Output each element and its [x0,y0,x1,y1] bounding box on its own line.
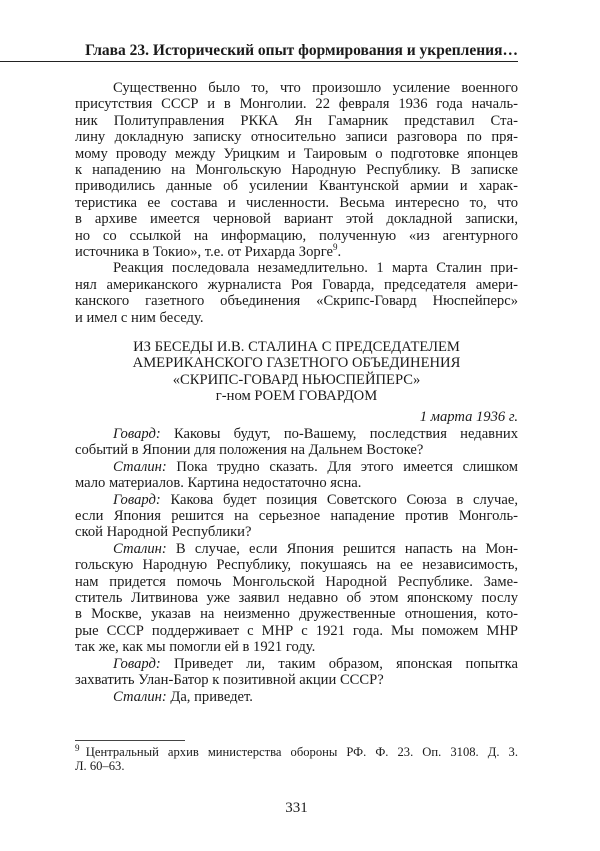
dialog-line [75,475,518,491]
dialog [75,426,518,705]
paragraph-line [75,162,518,178]
dialog-line [75,639,518,655]
line-text: канского газетного объединения «Скрипс-Говард Нюспейперс» [75,293,518,310]
footnote-ref: 9 [332,242,338,253]
dialog-line [75,557,518,573]
line-text: в Москве, указав на неизменно дружественные отношения, кото- [75,606,518,623]
line-text: и имел с ним беседу. [75,309,204,326]
dialog-line [75,492,518,508]
line-text: в архиве имеется черновой вариант этой докладной записки, [75,211,518,228]
paragraph-line [75,211,518,227]
body-text [75,80,518,326]
speaker-name: Говард: [113,655,161,672]
line-text: теристика ее состава и численности. Весьма интересно то, что [75,194,518,211]
line-text: нам придется помочь Монгольской Народной Республике. Заме- [75,573,518,590]
paragraph-line [75,195,518,211]
line-text: Каковы будут, по-Вашему, последствия недавних [174,426,518,442]
dialog-line [75,689,518,705]
title-line: АМЕРИКАНСКОГО ГАЗЕТНОГО ОБЪЕДИНЕНИЯ [132,355,461,372]
line-text: так же, как мы помогли ей в 1921 году. [75,639,316,656]
line-text: рые СССР поддерживает с МНР с 1921 года. Мы поможем МНР [75,622,518,639]
line-text: но со ссылкой на информацию, полученную «из агентурного [75,227,518,244]
page-number: 331 [285,800,308,816]
line-text: присутствия СССР и в Монголии. 22 февраля 1936 года началь- [75,96,518,113]
line-text: гольскую Народную Республику, покушаясь на ее независимость, [75,557,518,574]
line-text: событий в Японии для положения на Дальнем Востоке? [75,442,424,459]
dialog-line [75,459,518,475]
title-line: г-ном РОЕМ ГОВАРДОМ [215,388,378,405]
footnote-number: 9 [75,742,80,753]
dialog-line [75,541,518,557]
line-text: если Япония решится на серьезное нападение против Монголь- [75,508,518,525]
line-text: Существенно было то, что произошло усиление военного [113,80,518,96]
header-rule [0,61,518,62]
title-line: ИЗ БЕСЕДЫ И.В. СТАЛИНА С ПРЕДСЕДАТЕЛЕМ [133,339,460,355]
line-text: захватить Улан-Батор к позитивной акции СССР? [75,672,384,689]
line-text: лину докладную записку относительно записи разговора по пря- [75,129,518,146]
line-text: Да, приведет. [170,688,253,705]
line-text: В случае, если Япония решится напасть на Мон- [175,540,518,557]
paragraph-line [75,178,518,194]
line-text: ник Политуправления РККА Ян Гамарник представил Ста- [75,112,518,129]
line-text: Приведет ли, таким образом, японская попытка [174,655,518,672]
speaker-name: Говард: [113,491,161,508]
dialog-line [75,606,518,622]
document-title [75,339,518,405]
line-text: нял американского журналиста Роя Говарда, председателя амери- [75,276,518,293]
paragraph-line [75,146,518,162]
line-text: Л. 60–63. [75,759,125,773]
running-head: Глава 23. Исторический опыт формирования и укрепления… [85,42,518,59]
paragraph-line [75,80,518,96]
dialog-line [75,524,518,540]
paragraph-line [75,96,518,112]
document-date: 1 марта 1936 г. [419,409,518,425]
dialog-line [75,656,518,672]
paragraph-line [75,310,518,326]
dialog-line [75,590,518,606]
footnote-rule [75,740,185,741]
dialog-line [75,508,518,524]
paragraph-line [75,228,518,244]
line-text: . [337,244,342,261]
dialog-line [75,426,518,442]
paragraph-line [75,293,518,309]
line-text: Пока трудно сказать. Для этого имеется слишком [176,458,518,475]
paragraph-line [75,260,518,276]
dialog-line [75,574,518,590]
line-text: мому проводу между Урицким и Таировым о подготовке японцев [75,145,518,162]
line-text: источника в Токио», т.е. от Рихарда Зорге [75,244,333,261]
line-text: ститель Литвинова уже заявил недавно об этом японскому послу [75,590,518,607]
line-text: Какова будет позиция Советского Союза в случае, [170,491,518,508]
title-line: «СКРИПС-ГОВАРД НЬЮСПЕЙПЕРС» [172,371,421,388]
speaker-name: Сталин: [113,458,167,475]
footnote [75,742,518,773]
line-text: к нападению на Монгольскую Народную Республику. В записке [75,162,518,179]
speaker-name: Сталин: [113,688,167,705]
line-text: Реакция последовала незамедлительно. 1 марта Сталин при- [113,260,518,277]
footnote-line [75,742,518,759]
line-text: мало материалов. Картина недостаточно ясна. [75,475,362,492]
line-text: приводились данные об усилении Квантунской армии и харак- [75,178,518,195]
dialog-line [75,672,518,688]
dialog-line [75,442,518,458]
line-text: ской Народной Республики? [75,524,252,541]
line-text: Центральный архив министерства обороны РФ. Ф. 23. Оп. 3108. Д. 3. [85,745,518,759]
paragraph-line [75,244,518,260]
paragraph-line [75,277,518,293]
paragraph-line [75,129,518,145]
dialog-line [75,623,518,639]
footnote-line [75,759,518,773]
paragraph-line [75,113,518,129]
speaker-name: Говард: [113,426,161,442]
speaker-name: Сталин: [113,540,167,557]
